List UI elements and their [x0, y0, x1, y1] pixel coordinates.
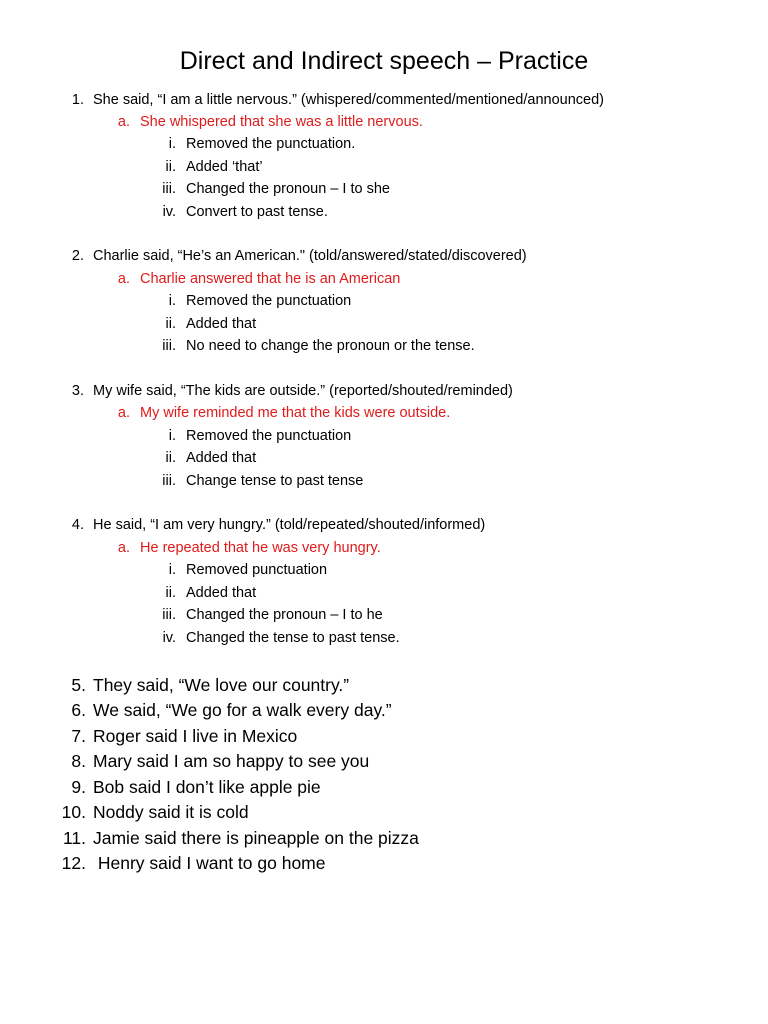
- exercise-number: 10.: [61, 802, 86, 822]
- step-text: Changed the tense to past tense.: [186, 630, 400, 646]
- exercise-number: 7.: [71, 726, 86, 746]
- question-text: He said, “I am very hungry.” (told/repeated/shouted/informed): [93, 517, 486, 533]
- exercise-number: 11.: [62, 828, 86, 848]
- exercise-text: We said, “We go for a walk every day.”: [93, 700, 392, 720]
- step-text: Added that: [186, 450, 257, 466]
- question-number: 2.: [71, 248, 84, 264]
- exercise-text: Bob said I don’t like apple pie: [93, 777, 321, 797]
- question-number: 4.: [71, 517, 84, 533]
- step-number: iii.: [162, 181, 176, 197]
- question-text: Charlie said, “He’s an American." (told/answered/stated/discovered): [93, 248, 527, 264]
- answer-letter: a.: [117, 540, 130, 556]
- step-number: i.: [168, 562, 176, 578]
- step-text: Added ‘that’: [186, 159, 263, 175]
- step-text: Change tense to past tense: [186, 473, 364, 489]
- step-text: Removed punctuation: [186, 562, 328, 578]
- exercise-number: 5.: [71, 675, 86, 695]
- answer-letter: a.: [117, 114, 130, 130]
- step-number: iv.: [162, 204, 176, 220]
- step-number: ii.: [165, 159, 176, 175]
- step-text: Changed the pronoun – I to he: [186, 607, 383, 623]
- step-text: Added that: [186, 585, 257, 601]
- step-text: Changed the pronoun – I to she: [186, 181, 390, 197]
- exercise-number: 9.: [71, 777, 86, 797]
- exercise-number: 12.: [61, 853, 86, 873]
- exercise-text: Henry said I want to go home: [93, 853, 326, 873]
- answer-text: She whispered that she was a little nervous.: [140, 114, 423, 130]
- exercise-text: Mary said I am so happy to see you: [93, 751, 370, 771]
- step-text: Removed the punctuation: [186, 428, 352, 444]
- step-number: iii.: [162, 338, 176, 354]
- exercise-text: They said, “We love our country.”: [93, 675, 350, 695]
- question-number: 3.: [71, 383, 84, 399]
- answer-letter: a.: [117, 271, 130, 287]
- step-number: i.: [168, 293, 176, 309]
- step-number: iv.: [162, 630, 176, 646]
- question-number: 1.: [71, 92, 84, 108]
- question-text: She said, “I am a little nervous.” (whispered/commented/mentioned/announced): [93, 92, 604, 108]
- step-number: ii.: [165, 316, 176, 332]
- step-number: iii.: [162, 607, 176, 623]
- exercise-text: Roger said I live in Mexico: [93, 726, 298, 746]
- step-number: i.: [168, 136, 176, 152]
- question-text: My wife said, “The kids are outside.” (reported/shouted/reminded): [93, 383, 513, 399]
- answer-text: He repeated that he was very hungry.: [140, 540, 381, 556]
- exercise-number: 8.: [71, 751, 86, 771]
- step-text: Removed the punctuation: [186, 293, 352, 309]
- step-text: Removed the punctuation.: [186, 136, 356, 152]
- answer-text: My wife reminded me that the kids were outside.: [140, 405, 451, 421]
- answer-text: Charlie answered that he is an American: [140, 271, 401, 287]
- step-text: Convert to past tense.: [186, 204, 328, 220]
- exercise-text: Jamie said there is pineapple on the pizza: [93, 828, 419, 848]
- exercise-text: Noddy said it is cold: [93, 802, 249, 822]
- step-number: ii.: [165, 585, 176, 601]
- step-number: ii.: [165, 450, 176, 466]
- step-text: Added that: [186, 316, 257, 332]
- step-number: i.: [168, 428, 176, 444]
- page-title: Direct and Indirect speech – Practice: [179, 47, 589, 75]
- step-number: iii.: [162, 473, 176, 489]
- step-text: No need to change the pronoun or the tense.: [186, 338, 475, 354]
- exercise-number: 6.: [71, 700, 86, 720]
- answer-letter: a.: [117, 405, 130, 421]
